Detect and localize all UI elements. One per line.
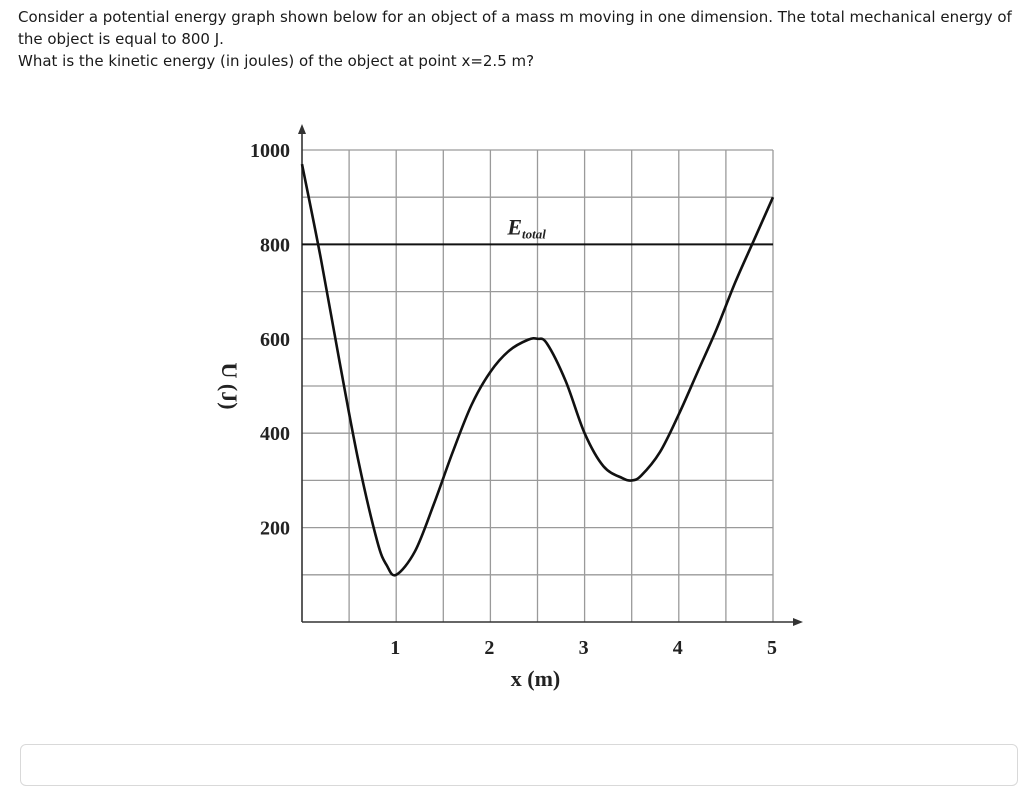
- x-axis-title: x (m): [510, 666, 561, 691]
- question-text: [18, 6, 1013, 72]
- x-tick-label: 4: [672, 637, 683, 659]
- y-tick-label: 1000: [250, 140, 290, 162]
- question-line-2: What is the kinetic energy (in joules) of the object at point x=2.5 m?: [18, 52, 535, 70]
- y-tick-label: 800: [260, 234, 290, 257]
- y-tick-label: 200: [260, 517, 290, 540]
- x-axis-arrow: [793, 618, 803, 626]
- x-tick-label: 2: [484, 637, 495, 659]
- y-axis-title: U (J): [217, 362, 242, 410]
- total-energy-label: Etotal: [507, 214, 546, 242]
- y-tick-label: 400: [260, 423, 290, 446]
- answer-input-area[interactable]: [20, 744, 1018, 786]
- x-tick-label: 3: [578, 637, 589, 659]
- potential-energy-chart: [190, 118, 830, 708]
- total-energy-label-subscript: total: [522, 226, 546, 242]
- x-tick-label: 1: [390, 637, 401, 659]
- question-line-1: Consider a potential energy graph shown below for an object of a mass m moving in one dimension. The total mechanical energy of the object is equal to 800 J.: [18, 8, 1012, 48]
- y-tick-label: 600: [260, 328, 290, 351]
- x-tick-label: 5: [767, 637, 777, 659]
- y-axis-arrow: [298, 124, 306, 134]
